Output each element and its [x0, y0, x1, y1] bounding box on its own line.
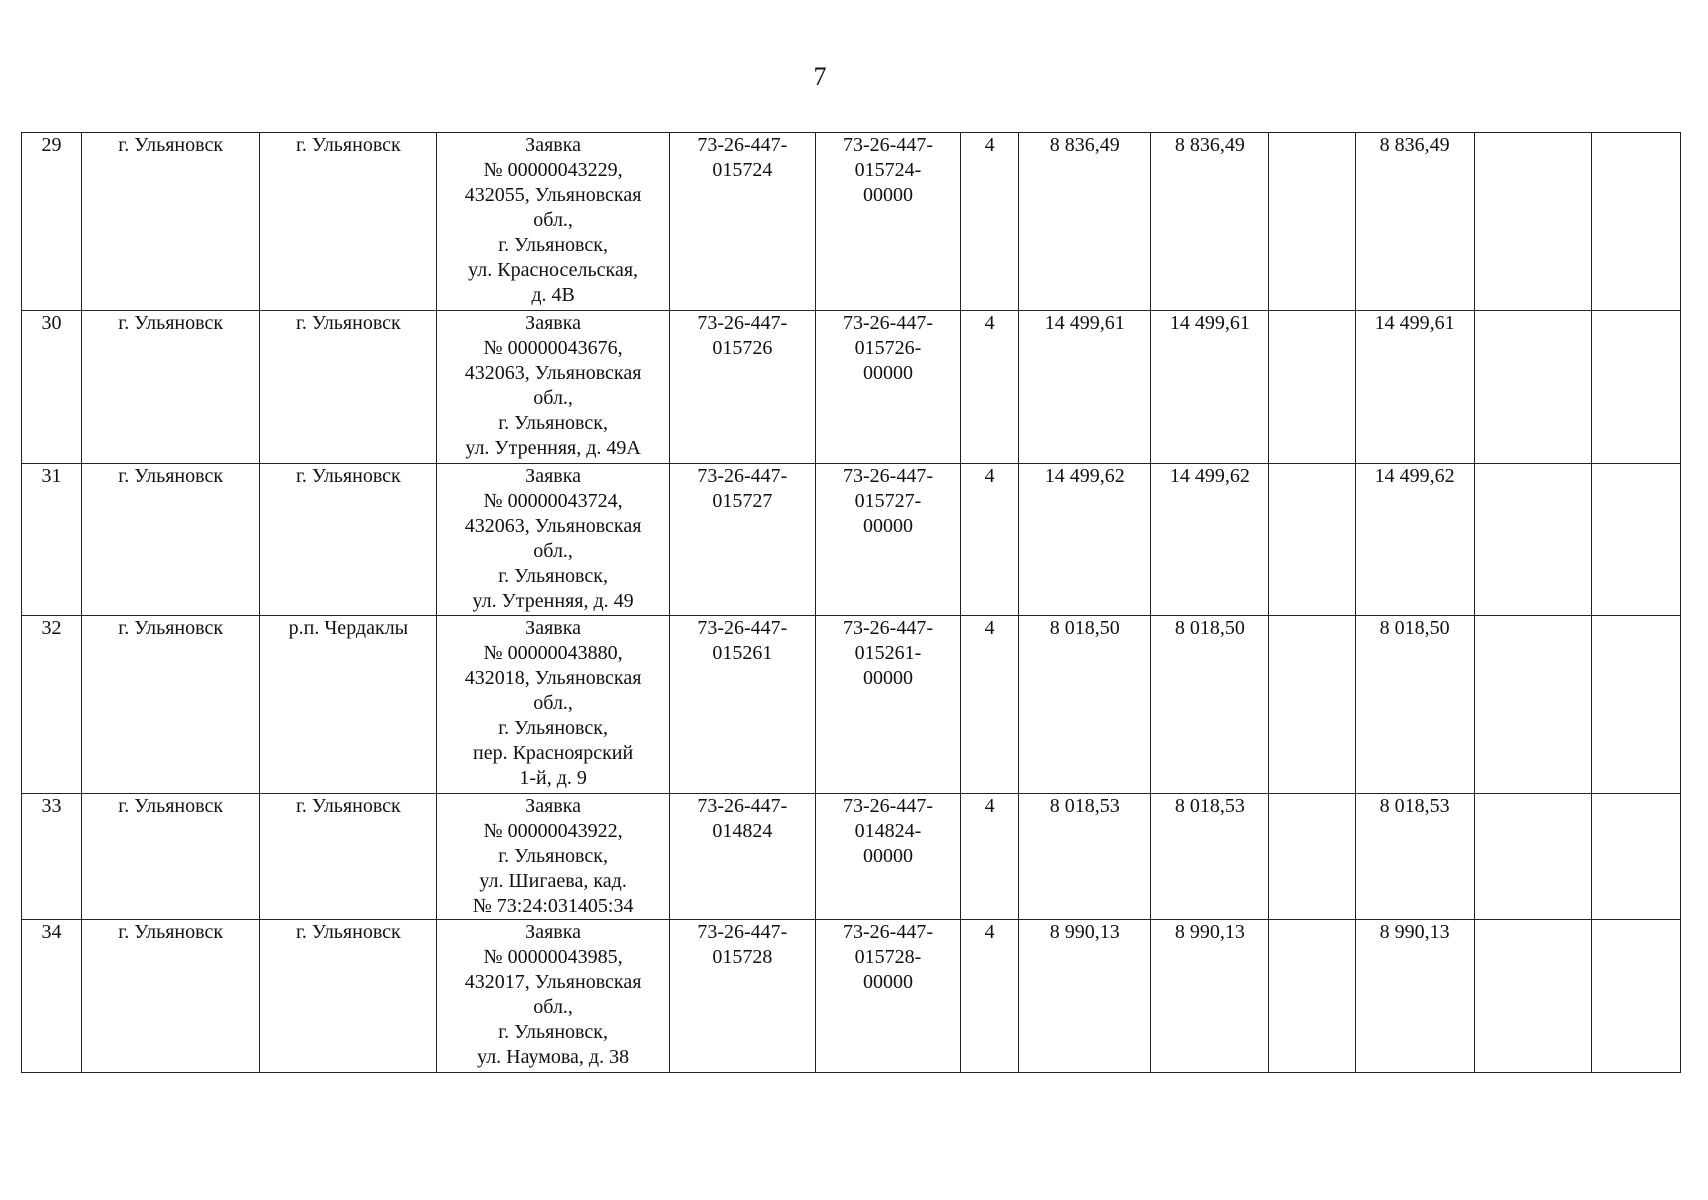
address-cell	[437, 133, 669, 311]
full-code-cell-line: 73-26-447-	[843, 465, 933, 487]
amount-2-cell: 14 499,61	[1151, 311, 1269, 464]
address-cell-line: Заявка	[525, 795, 582, 817]
city-cell: г. Ульяновск	[82, 464, 260, 616]
code-cell-line: 73-26-447-	[697, 134, 788, 156]
code-cell-line: 015724	[712, 159, 773, 181]
address-cell-line: г. Ульяновск,	[498, 845, 608, 867]
address-cell-line: обл.,	[533, 996, 573, 1018]
amount-6-cell	[1591, 464, 1680, 616]
full-code-cell	[815, 616, 960, 794]
amount-6-cell	[1591, 794, 1680, 920]
full-code-cell-line: 73-26-447-	[843, 795, 933, 817]
address-cell-line: ул. Красносельская,	[468, 259, 639, 281]
amount-6-cell	[1591, 133, 1680, 311]
full-code-cell-line: 73-26-447-	[843, 134, 933, 156]
category-cell: 4	[961, 920, 1019, 1073]
code-cell-line: 73-26-447-	[697, 312, 788, 334]
full-code-cell-line: 73-26-447-	[843, 921, 933, 943]
full-code-cell	[815, 133, 960, 311]
amount-1-cell: 8 018,50	[1019, 616, 1151, 794]
category-cell: 4	[961, 616, 1019, 794]
address-cell-line: обл.,	[533, 540, 573, 562]
full-code-cell-line: 015727-	[854, 490, 922, 512]
table-body	[22, 133, 1681, 1073]
address-cell-line: Заявка	[525, 465, 582, 487]
address-cell-line: г. Ульяновск,	[498, 717, 608, 739]
amount-3-cell	[1269, 920, 1355, 1073]
city-cell: г. Ульяновск	[82, 133, 260, 311]
code-cell	[669, 920, 815, 1073]
amount-3-cell	[1269, 311, 1355, 464]
locality-cell: г. Ульяновск	[260, 794, 437, 920]
address-cell-line: № 00000043724,	[483, 490, 623, 512]
address-cell-line: пер. Красноярский	[473, 742, 634, 764]
row-number-cell: 31	[22, 464, 82, 616]
table-row	[22, 794, 1681, 920]
full-code-cell-line: 015726-	[854, 337, 922, 359]
amount-2-cell: 8 990,13	[1151, 920, 1269, 1073]
full-code-cell-line: 73-26-447-	[843, 312, 933, 334]
address-cell-line: обл.,	[533, 692, 573, 714]
address-cell-line: № 00000043880,	[483, 642, 623, 664]
city-cell: г. Ульяновск	[82, 794, 260, 920]
full-code-cell-line: 014824-	[854, 820, 922, 842]
address-cell-line: ул. Шигаева, кад.	[479, 870, 627, 892]
page-number: 7	[813, 62, 827, 91]
city-cell: г. Ульяновск	[82, 616, 260, 794]
locality-cell: г. Ульяновск	[260, 311, 437, 464]
code-cell-line: 014824	[712, 820, 773, 842]
locality-cell: г. Ульяновск	[260, 133, 437, 311]
city-cell: г. Ульяновск	[82, 920, 260, 1073]
locality-cell: г. Ульяновск	[260, 464, 437, 616]
code-cell-line: 015727	[712, 490, 773, 512]
address-cell-line: д. 4В	[531, 284, 575, 306]
address-cell	[437, 794, 669, 920]
address-cell-line: г. Ульяновск,	[498, 1021, 608, 1043]
full-code-cell-line: 015724-	[854, 159, 922, 181]
row-number-cell: 32	[22, 616, 82, 794]
amount-4-cell: 8 018,50	[1355, 616, 1474, 794]
amount-6-cell	[1591, 920, 1680, 1073]
table-row	[22, 133, 1681, 311]
amount-4-cell: 8 018,53	[1355, 794, 1474, 920]
amount-3-cell	[1269, 616, 1355, 794]
address-cell-line: 432063, Ульяновская	[464, 362, 642, 384]
row-number-cell: 29	[22, 133, 82, 311]
amount-1-cell: 8 836,49	[1019, 133, 1151, 311]
full-code-cell	[815, 920, 960, 1073]
full-code-cell-line: 015261-	[854, 642, 922, 664]
category-cell: 4	[961, 133, 1019, 311]
address-cell	[437, 616, 669, 794]
amount-4-cell: 14 499,61	[1355, 311, 1474, 464]
address-cell-line: ул. Утренняя, д. 49	[472, 590, 634, 612]
address-cell-line: г. Ульяновск,	[498, 412, 608, 434]
city-cell: г. Ульяновск	[82, 311, 260, 464]
address-cell	[437, 920, 669, 1073]
amount-1-cell: 14 499,62	[1019, 464, 1151, 616]
full-code-cell	[815, 464, 960, 616]
address-cell-line: ул. Утренняя, д. 49А	[465, 437, 641, 459]
full-code-cell	[815, 311, 960, 464]
code-cell	[669, 794, 815, 920]
amount-5-cell	[1474, 311, 1591, 464]
amount-1-cell: 8 018,53	[1019, 794, 1151, 920]
amount-2-cell: 8 836,49	[1151, 133, 1269, 311]
amount-5-cell	[1474, 920, 1591, 1073]
full-code-cell-line: 00000	[862, 667, 913, 689]
code-cell-line: 73-26-447-	[697, 465, 788, 487]
table-row	[22, 920, 1681, 1073]
amount-4-cell: 8 990,13	[1355, 920, 1474, 1073]
full-code-cell-line: 73-26-447-	[843, 617, 933, 639]
full-code-cell-line: 00000	[862, 362, 913, 384]
code-cell	[669, 464, 815, 616]
amount-6-cell	[1591, 311, 1680, 464]
amount-4-cell: 8 836,49	[1355, 133, 1474, 311]
code-cell	[669, 133, 815, 311]
address-cell-line: 432055, Ульяновская	[464, 184, 642, 206]
amount-2-cell: 14 499,62	[1151, 464, 1269, 616]
amount-2-cell: 8 018,50	[1151, 616, 1269, 794]
code-cell	[669, 616, 815, 794]
amount-1-cell: 8 990,13	[1019, 920, 1151, 1073]
address-cell-line: ул. Наумова, д. 38	[477, 1046, 630, 1068]
code-cell	[669, 311, 815, 464]
table-row	[22, 311, 1681, 464]
address-cell-line: № 00000043985,	[483, 946, 623, 968]
amount-2-cell: 8 018,53	[1151, 794, 1269, 920]
full-code-cell-line: 00000	[862, 515, 913, 537]
amount-4-cell: 14 499,62	[1355, 464, 1474, 616]
amount-3-cell	[1269, 464, 1355, 616]
address-cell-line: 432017, Ульяновская	[464, 971, 642, 993]
amount-3-cell	[1269, 794, 1355, 920]
locality-cell: г. Ульяновск	[260, 920, 437, 1073]
locality-cell: р.п. Чердаклы	[260, 616, 437, 794]
address-cell	[437, 464, 669, 616]
address-cell-line: Заявка	[525, 312, 582, 334]
address-cell-line: Заявка	[525, 134, 582, 156]
address-cell-line: г. Ульяновск,	[498, 565, 608, 587]
code-cell-line: 015726	[712, 337, 773, 359]
code-cell-line: 015728	[712, 946, 773, 968]
full-code-cell-line: 015728-	[854, 946, 922, 968]
address-cell-line: 432018, Ульяновская	[464, 667, 642, 689]
address-cell-line: обл.,	[533, 387, 573, 409]
row-number-cell: 30	[22, 311, 82, 464]
code-cell-line: 73-26-447-	[697, 795, 788, 817]
amount-5-cell	[1474, 464, 1591, 616]
address-cell-line: № 00000043229,	[483, 159, 623, 181]
amount-5-cell	[1474, 616, 1591, 794]
amount-3-cell	[1269, 133, 1355, 311]
row-number-cell: 33	[22, 794, 82, 920]
full-code-cell-line: 00000	[862, 971, 913, 993]
address-cell-line: 432063, Ульяновская	[464, 515, 642, 537]
address-cell-line: 1-й, д. 9	[519, 767, 587, 789]
address-cell	[437, 311, 669, 464]
category-cell: 4	[961, 311, 1019, 464]
table-row	[22, 464, 1681, 616]
full-code-cell	[815, 794, 960, 920]
full-code-cell-line: 00000	[862, 184, 913, 206]
code-cell-line: 73-26-447-	[697, 617, 788, 639]
amount-5-cell	[1474, 794, 1591, 920]
code-cell-line: 73-26-447-	[697, 921, 788, 943]
address-cell-line: Заявка	[525, 921, 582, 943]
address-cell-line: № 00000043676,	[483, 337, 623, 359]
full-code-cell-line: 00000	[862, 845, 913, 867]
amount-5-cell	[1474, 133, 1591, 311]
category-cell: 4	[961, 464, 1019, 616]
amount-6-cell	[1591, 616, 1680, 794]
table-row	[22, 616, 1681, 794]
address-cell-line: Заявка	[525, 617, 582, 639]
address-cell-line: № 73:24:031405:34	[472, 895, 634, 917]
category-cell: 4	[961, 794, 1019, 920]
code-cell-line: 015261	[712, 642, 773, 664]
address-cell-line: обл.,	[533, 209, 573, 231]
row-number-cell: 34	[22, 920, 82, 1073]
address-cell-line: г. Ульяновск,	[498, 234, 608, 256]
amount-1-cell: 14 499,61	[1019, 311, 1151, 464]
document-table	[21, 132, 1681, 1073]
address-cell-line: № 00000043922,	[483, 820, 623, 842]
